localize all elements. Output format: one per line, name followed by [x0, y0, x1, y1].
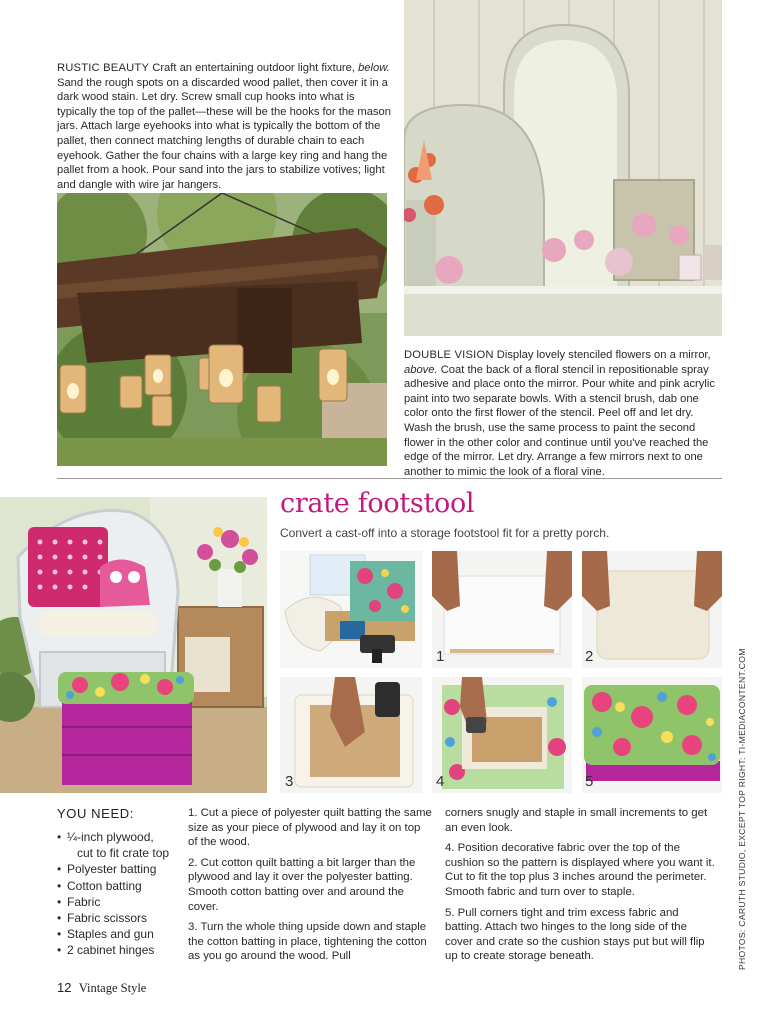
section-divider [57, 478, 722, 479]
step-2-photo [582, 551, 722, 668]
page-folio [57, 980, 146, 996]
photo-credit: PHOTOS: CARUTH STUDIO, EXCEPT TOP RIGHT: TI-MEDIACONTENT.COM [737, 648, 747, 970]
double-vision-text: DOUBLE VISION Display lovely stenciled flowers on a mirror, above. Coat the back of a floral stencil in repositionable spray adhesive and place onto the mirror. Pour white and pink acrylic paint into two separate bowls. With a stencil brush, dab one color onto the first flower of the stencil. Peel off and let dry. Wash the brush, use the same process to paint the second flower in the other color and continue until you've reached the edge of the mirror. Let dry. Arrange a few mirrors next to one another to mimic the look of a floral vine. [404, 349, 715, 478]
page-number: 12 [57, 980, 72, 995]
magazine-name: Vintage Style [78, 981, 147, 995]
crate-footstool-title: crate footstool [280, 488, 475, 519]
step-1-number: 1 [436, 648, 445, 665]
stenciled-mirror-photo [404, 0, 722, 336]
step-2-text: 2. Cut cotton quilt batting a bit larger than the plywood and lay it over the polyester batting. Smooth cotton batting over and around the cover. [188, 856, 416, 913]
supplies-photo [280, 551, 422, 668]
list-item: • Polyester batting [57, 862, 157, 877]
you-need-list [57, 829, 182, 959]
pallet-light-photo [57, 193, 387, 466]
list-item: • ¼-inch plywood, cut to fit crate top [57, 830, 170, 861]
step-5-text: 5. Pull corners tight and trim excess fabric and batting. Attach two hinges to the long side of the cover and crate so the cushion stays put but will flip up to create storage beneath. [445, 906, 705, 963]
step-4-text: 4. Position decorative fabric over the top of the cushion so the pattern is displayed where you want it. Cut to fit the top plus 3 inches around the perimeter. Smooth fabric and turn over to staple. [445, 842, 715, 898]
you-need-box [57, 806, 182, 959]
instructions-column-2 [445, 806, 717, 970]
list-item: • 2 cabinet hinges [57, 943, 155, 958]
step-3-number: 3 [285, 773, 294, 790]
step-4-number: 4 [436, 773, 445, 790]
rustic-beauty-lead: RUSTIC BEAUTY [57, 62, 150, 74]
step-1-photo [432, 551, 572, 668]
step-5-photo [582, 677, 722, 793]
step-4-photo [432, 677, 572, 793]
crate-footstool-subtitle: Convert a cast-off into a storage footstool fit for a pretty porch. [280, 526, 610, 540]
step-3-photo [280, 677, 422, 793]
step-5-number: 5 [585, 773, 594, 790]
step-2-number: 2 [585, 648, 594, 665]
you-need-title: YOU NEED: [57, 806, 134, 821]
list-item: • Fabric [57, 894, 101, 909]
porch-footstool-photo [0, 497, 267, 793]
double-vision-lead: DOUBLE VISION [404, 349, 494, 361]
rustic-beauty-text: RUSTIC BEAUTY Craft an entertaining outdoor light fixture, below. Sand the rough spots on a discarded wood pallet, then cover it in a dark wood stain. Let dry. Screw small cup hooks into what is typically the top of the pallet—these will be the hooks for the mason jars. Attach large eyehooks into what is typically the bottom of the pallet, then connect matching lengths of durable chain to each eyehook. Gather the four chains with a large key ring and hang the pallet from a hook. Pour sand into the jars to stabilize votives; light and dangle with wire jar hangers. [57, 62, 391, 191]
step-3-text: 3. Turn the whole thing upside down and staple the cotton batting in place, tightening the cotton as you go around the wood. Pull [188, 921, 427, 963]
step-3-continued-text: corners snugly and staple in small increments to get an even look. [445, 807, 708, 834]
list-item: • Staples and gun [57, 927, 154, 942]
list-item: • Cotton batting [57, 878, 142, 893]
step-1-text: 1. Cut a piece of polyester quilt batting the same size as your piece of plywood and lay it on top of the wood. [188, 807, 432, 849]
list-item: • Fabric scissors [57, 911, 148, 926]
instructions-column-1 [188, 806, 433, 970]
